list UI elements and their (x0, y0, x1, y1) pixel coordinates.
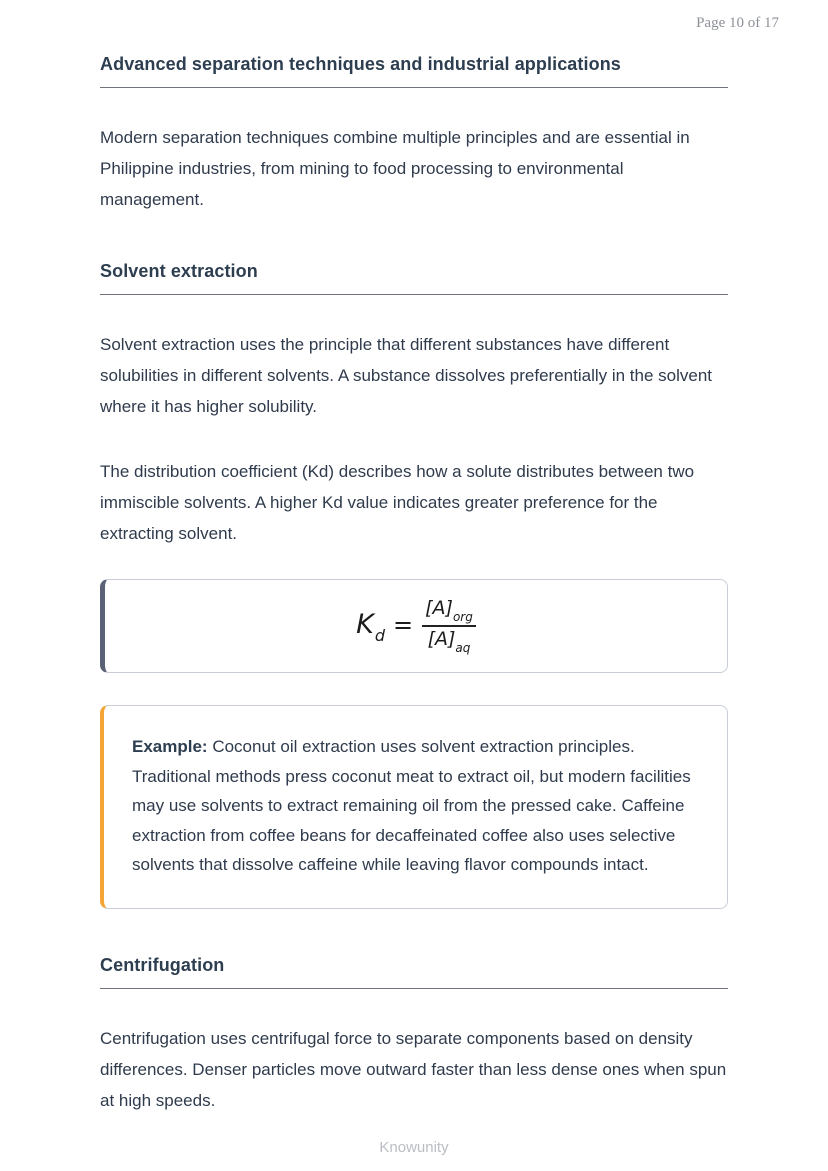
distribution-coefficient-formula (356, 598, 476, 653)
formula-lhs-base: K (356, 608, 374, 640)
formula-denominator-base: [A] (427, 628, 456, 650)
footer-brand-watermark: Knowunity (379, 1139, 449, 1156)
paragraph: The distribution coefficient (Kd) describes how a solute distributes between two immiscible solvents. A higher Kd value indicates greater preference for the extracting solvent. (100, 462, 695, 543)
section-heading-centrifugation: Centrifugation (100, 954, 225, 975)
example-label: Example: (132, 737, 208, 756)
example-callout-card (100, 705, 728, 909)
page-number-indicator: Page 10 of 17 (696, 15, 779, 31)
formula-numerator (422, 598, 476, 627)
paragraph: Centrifugation uses centrifugal force to separate components based on density differences. Denser particles move outward faster than less dense ones when spun at high speeds. (100, 1028, 727, 1110)
formula-equals-sign: = (393, 611, 414, 639)
heading-divider (100, 988, 728, 989)
formula-fraction (422, 598, 476, 653)
heading-divider (100, 294, 728, 295)
section-heading-advanced-separation: Advanced separation techniques and industrial applications (100, 54, 621, 74)
formula-numerator-base: [A] (425, 597, 453, 620)
formula-lhs-subscript: d (374, 626, 386, 646)
example-text (132, 732, 697, 880)
formula-denominator-subscript: aq (455, 640, 471, 655)
formula-denominator (428, 627, 471, 654)
paragraph: Solvent extraction uses the principle that different substances have different solubilities in different solvents. A substance dissolves preferentially in the solvent where it has higher solubility. (100, 335, 713, 416)
heading-divider (100, 87, 728, 88)
formula-card (100, 579, 728, 673)
formula-lhs (356, 608, 386, 646)
section-heading-solvent-extraction: Solvent extraction (100, 261, 258, 281)
formula-numerator-subscript: org (452, 610, 473, 625)
paragraph: Modern separation techniques combine multiple principles and are essential in Philippine industries, from mining to food processing to environmental management. (100, 128, 690, 209)
example-body: Coconut oil extraction uses solvent extraction principles. Traditional methods press coconut meat to extract oil, but modern facilities may use solvents to extract remaining oil from the pressed cake. Caffeine extraction from coffee beans for decaffeinated coffee also uses selective solvents that dissolve caffeine while leaving flavor compounds intact. (132, 737, 691, 874)
